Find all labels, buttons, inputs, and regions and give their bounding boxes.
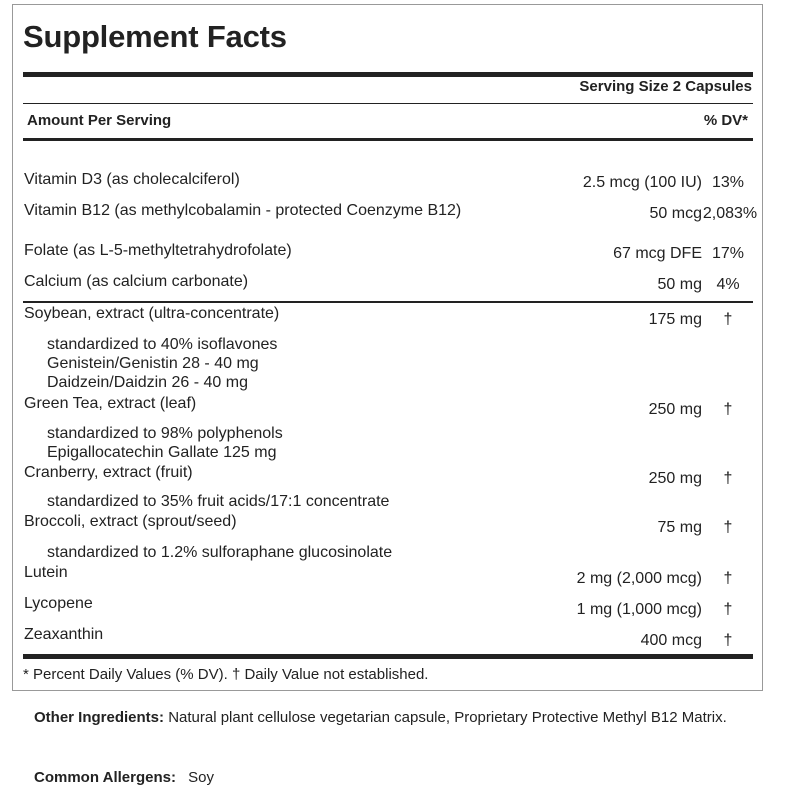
allergens-text: Soy bbox=[188, 769, 214, 786]
nutrient-amount: 50 mcg bbox=[649, 205, 702, 222]
ingredient-detail: standardized to 98% polyphenols bbox=[47, 425, 283, 442]
ingredient-detail: standardized to 1.2% sulforaphane glucosinolate bbox=[47, 544, 393, 561]
nutrient-dv: 13% bbox=[711, 174, 745, 191]
nutrient-amount: 67 mcg DFE bbox=[613, 245, 702, 262]
footnote: * Percent Daily Values (% DV). † Daily Value not established. bbox=[23, 666, 429, 683]
amount-per-serving-header: Amount Per Serving bbox=[27, 112, 172, 129]
ingredient-name: Cranberry, extract (fruit) bbox=[24, 464, 193, 481]
common-allergens bbox=[34, 766, 764, 790]
ingredient-name: Lycopene bbox=[24, 595, 93, 612]
ingredient-name: Soybean, extract (ultra-concentrate) bbox=[24, 305, 280, 322]
ingredient-amount: 1 mg (1,000 mcg) bbox=[576, 601, 702, 618]
divider-medium bbox=[23, 138, 753, 141]
panel-title: Supplement Facts bbox=[23, 19, 287, 54]
ingredient-detail: Epigallocatechin Gallate 125 mg bbox=[47, 444, 277, 461]
ingredient-dv: † bbox=[723, 519, 733, 536]
divider-thick-bottom bbox=[23, 654, 753, 659]
ingredient-amount: 250 mg bbox=[648, 470, 702, 487]
ingredient-name: Green Tea, extract (leaf) bbox=[24, 395, 197, 412]
ingredient-amount: 400 mcg bbox=[640, 632, 702, 649]
ingredient-name: Lutein bbox=[24, 564, 68, 581]
ingredient-name: Zeaxanthin bbox=[24, 626, 104, 643]
divider-thick bbox=[23, 72, 753, 77]
nutrient-amount: 2.5 mcg (100 IU) bbox=[582, 174, 702, 191]
ingredient-detail: standardized to 40% isoflavones bbox=[47, 336, 278, 353]
ingredient-dv: † bbox=[723, 632, 733, 649]
ingredient-detail: Genistein/Genistin 28 - 40 mg bbox=[47, 355, 259, 372]
other-ingredients-label: Other Ingredients: bbox=[34, 709, 165, 726]
ingredient-detail: Daidzein/Daidzin 26 - 40 mg bbox=[47, 374, 248, 391]
ingredient-amount: 75 mg bbox=[657, 519, 702, 536]
allergens-label: Common Allergens: bbox=[34, 769, 176, 786]
other-ingredients bbox=[34, 706, 764, 730]
divider-thin bbox=[23, 103, 753, 104]
divider-section bbox=[23, 301, 753, 303]
nutrient-dv: 4% bbox=[716, 276, 740, 293]
ingredient-dv: † bbox=[723, 401, 733, 418]
ingredient-dv: † bbox=[723, 470, 733, 487]
nutrient-name: Vitamin B12 (as methylcobalamin - protected Coenzyme B12) bbox=[24, 202, 462, 219]
nutrient-name: Folate (as L-5-methyltetrahydrofolate) bbox=[24, 242, 292, 259]
nutrient-dv: 17% bbox=[711, 245, 745, 262]
ingredient-dv: † bbox=[723, 570, 733, 587]
ingredient-amount: 2 mg (2,000 mcg) bbox=[576, 570, 702, 587]
ingredient-amount: 250 mg bbox=[648, 401, 702, 418]
ingredient-amount: 175 mg bbox=[648, 311, 702, 328]
serving-size: Serving Size 2 Capsules bbox=[579, 78, 752, 95]
nutrient-name: Vitamin D3 (as cholecalciferol) bbox=[24, 171, 240, 188]
ingredient-dv: † bbox=[723, 601, 733, 618]
nutrient-dv: 2,083% bbox=[702, 205, 758, 222]
ingredient-dv: † bbox=[723, 311, 733, 328]
nutrient-amount: 50 mg bbox=[657, 276, 702, 293]
other-ingredients-text: Natural plant cellulose vegetarian capsule, Proprietary Protective Methyl B12 Matrix. bbox=[168, 709, 727, 726]
dv-header: % DV* bbox=[703, 112, 748, 129]
ingredient-detail: standardized to 35% fruit acids/17:1 concentrate bbox=[47, 493, 390, 510]
supplement-facts-panel bbox=[12, 4, 763, 691]
ingredient-name: Broccoli, extract (sprout/seed) bbox=[24, 513, 237, 530]
nutrient-name: Calcium (as calcium carbonate) bbox=[24, 273, 249, 290]
